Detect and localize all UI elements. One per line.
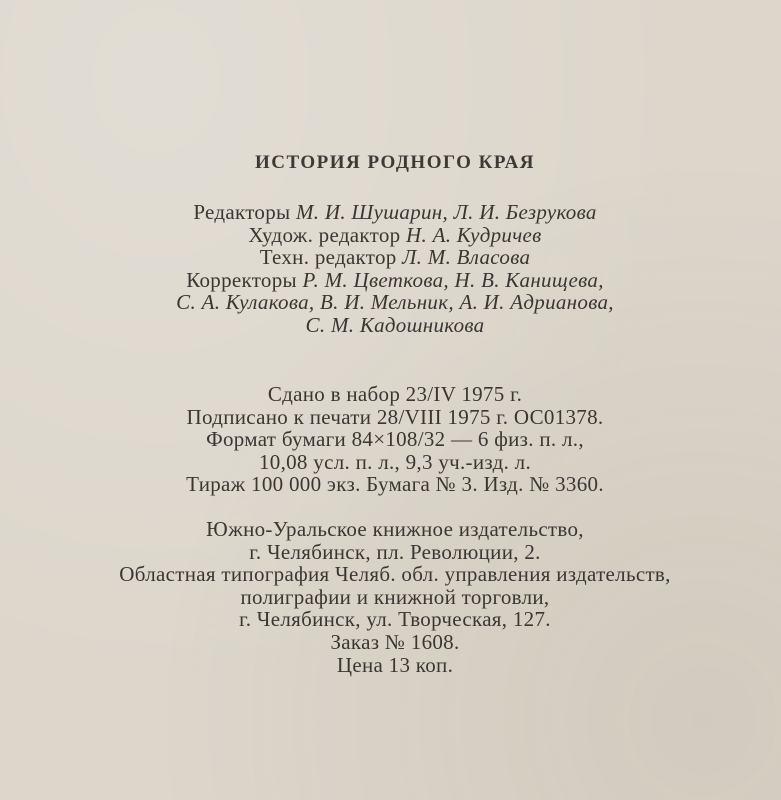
print-line: Подписано к печати 28/VIII 1975 г. ОС01378. — [186, 404, 604, 429]
print-line: Формат бумаги 84×108/32 — 6 физ. п. л., — [206, 427, 584, 452]
credit-role: Редакторы — [193, 200, 291, 224]
publisher-line: Южно-Уральское книжное издательство, — [206, 517, 584, 541]
credit-role: Худож. редактор — [248, 222, 401, 247]
publisher-line: Заказ № 1608. — [330, 629, 460, 654]
printing-details-block — [0, 383, 781, 496]
credit-names: Л. М. Власова — [402, 245, 531, 270]
print-line: Сдано в набор 23/IV 1975 г. — [267, 382, 523, 406]
credit-names: С. М. Кадошникова — [305, 312, 485, 337]
credit-line — [0, 269, 781, 292]
publisher-line: Цена 13 коп. — [336, 652, 454, 677]
credit-line — [0, 246, 781, 269]
credit-line — [0, 201, 781, 224]
credit-line — [0, 314, 781, 337]
credit-names: С. А. Кулакова, В. И. Мельник, А. И. Адрианова, — [176, 290, 614, 315]
credits-block — [0, 201, 781, 337]
book-title: ИСТОРИЯ РОДНОГО КРАЯ — [254, 152, 536, 173]
credit-role: Техн. редактор — [259, 245, 397, 270]
publisher-line: Областная типография Челяб. обл. управления издательств, — [119, 562, 671, 587]
print-line: 10,08 усл. п. л., 9,3 уч.-изд. л. — [258, 449, 532, 474]
publisher-line: полиграфии и книжной торговли, — [240, 584, 550, 609]
publisher-line: г. Челябинск, пл. Революции, 2. — [249, 539, 541, 564]
credit-names: М. И. Шушарин, Л. И. Безрукова — [295, 200, 597, 224]
publisher-line: г. Челябинск, ул. Творческая, 127. — [239, 607, 551, 632]
credit-role: Корректоры — [186, 267, 297, 292]
credit-names: Р. М. Цветкова, Н. В. Канищева, — [302, 267, 604, 292]
credit-line — [0, 291, 781, 314]
print-line: Тираж 100 000 экз. Бумага № 3. Изд. № 3360. — [186, 472, 604, 497]
credit-names: Н. А. Кудричев — [406, 222, 542, 247]
publisher-block — [0, 518, 781, 676]
credit-line — [0, 224, 781, 247]
